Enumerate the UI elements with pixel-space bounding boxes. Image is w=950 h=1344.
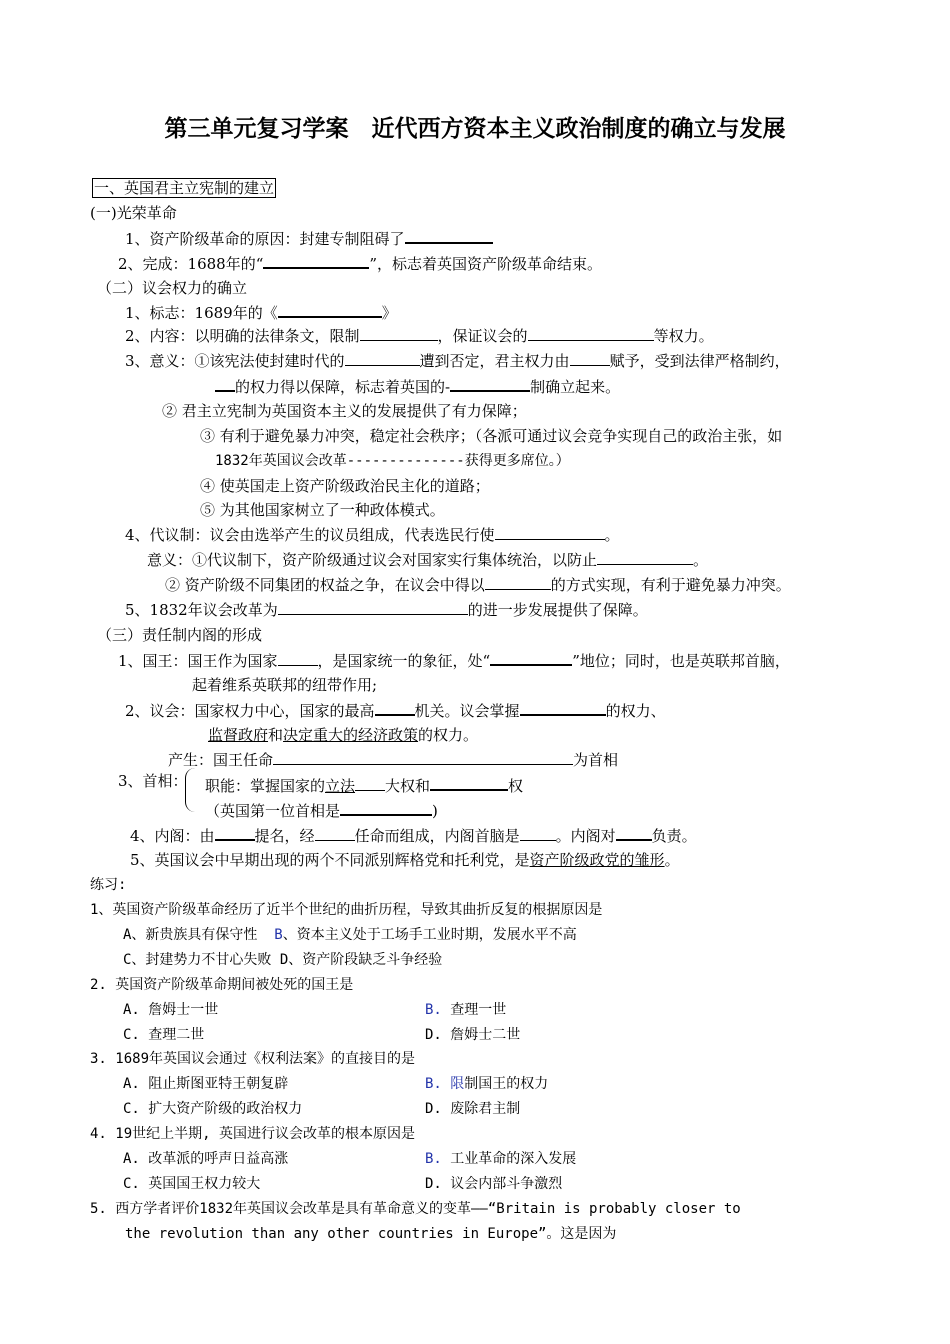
text-line — [125, 228, 493, 249]
question: 5. 西方学者评价1832年英国议会改革是具有革命意义的变革——“Britain is probably closer to — [90, 1201, 741, 1217]
text-line — [205, 800, 438, 821]
text-line — [118, 650, 790, 671]
blank[interactable] — [495, 525, 605, 540]
blank[interactable] — [278, 600, 468, 615]
text: 权 — [508, 777, 524, 795]
option: 、资本主义处于工场手工业时期，发展水平不高 — [282, 927, 577, 943]
option: A. 阻止斯图亚特王朝复辟 — [123, 1076, 289, 1092]
text: 2、完成：1688年的“ — [118, 255, 264, 273]
text: ”，标志着英国资产阶级革命结束。 — [369, 255, 603, 273]
text: - — [445, 378, 451, 396]
option-letter: B. — [425, 1151, 442, 1167]
text: 职能：掌握国家的 — [205, 777, 326, 795]
text: 1、国王：国王作为国家 — [118, 652, 278, 670]
text: 等权力。 — [653, 327, 714, 345]
text: 提名，经 — [254, 827, 315, 845]
option-letter: B. 限 — [425, 1076, 465, 1092]
text: 。内阁对 — [555, 827, 616, 845]
text-line — [125, 525, 620, 545]
option-line: C、封建势力不甘心失败 D、资产阶段缺乏斗争经验 — [123, 952, 443, 968]
question: 3. 1689年英国议会通过《权利法案》的直接目的是 — [90, 1051, 415, 1067]
text-line — [205, 775, 523, 796]
blank[interactable] — [355, 776, 385, 791]
text: 的进一步发展提供了保障。 — [467, 601, 648, 619]
text-line: ⑤ 为其他国家树立了一种政体模式。 — [200, 501, 445, 519]
option: A. 改革派的呼声日益高涨 — [123, 1151, 289, 1167]
option: C. 英国国王权力较大 — [123, 1176, 261, 1192]
text-line — [118, 253, 602, 274]
option-letter: B. — [425, 1002, 442, 1018]
blank[interactable] — [315, 826, 355, 841]
section-heading-box: 一、英国君主立宪制的建立 — [94, 179, 275, 197]
option: D. 废除君主制 — [425, 1101, 521, 1117]
text: 任命而组成，内阁首脑是 — [354, 827, 520, 845]
question: 2. 英国资产阶级革命期间被处死的国王是 — [90, 977, 354, 993]
text: 遭到否定，君主权力由 — [419, 352, 570, 370]
text: ② 资产阶级不同集团的权益之争，在议会中得以 — [165, 576, 485, 594]
text: 制确立起来。 — [530, 378, 621, 396]
question: 1、英国资产阶级革命经历了近半个世纪的曲折历程，导致其曲折反复的根据原因是 — [90, 902, 603, 918]
option: 查理一世 — [441, 1002, 507, 1018]
text: 意义：①代议制下，资产阶级通过议会对国家实行集体统治，以防止 — [147, 551, 598, 569]
text: 5、1832年议会改革为 — [125, 601, 278, 619]
option: C. 查理二世 — [123, 1027, 205, 1043]
blank[interactable] — [520, 826, 556, 841]
option: 制国王的权力 — [464, 1076, 549, 1092]
underlined-text: 资产阶级政党的雏形 — [529, 851, 665, 869]
option: D. 詹姆士二世 — [425, 1027, 521, 1043]
subsection-heading: （二）议会权力的确立 — [97, 279, 248, 297]
text: 的权力。 — [418, 726, 479, 744]
blank[interactable] — [450, 376, 530, 392]
blank[interactable] — [215, 825, 255, 841]
text: 赋予，受到法律严格制约， — [609, 352, 790, 370]
blank[interactable] — [430, 775, 508, 791]
option-line — [425, 1149, 576, 1169]
blank[interactable] — [215, 376, 235, 392]
blank[interactable] — [360, 326, 438, 341]
blank[interactable] — [375, 700, 415, 716]
option-line — [425, 1074, 548, 1094]
blank[interactable] — [597, 550, 693, 565]
text: ) — [432, 802, 438, 820]
text: 1、资产阶级革命的原因：封建专制阻碍了 — [125, 230, 405, 248]
option: 工业革命的深入发展 — [441, 1151, 577, 1167]
text: 。 — [693, 551, 709, 569]
option: A. 詹姆士一世 — [123, 1002, 219, 1018]
text: 为首相 — [573, 751, 619, 769]
question-continued: the revolution than any other countries in Europe”。这是因为 — [125, 1226, 617, 1242]
text: 》 — [381, 304, 397, 322]
text-line — [165, 575, 791, 595]
text: 4、内阁：由 — [130, 827, 215, 845]
question: 4. 19世纪上半期, 英国进行议会改革的根本原因是 — [90, 1126, 415, 1142]
option-line — [425, 1000, 506, 1020]
blank[interactable] — [490, 650, 572, 666]
text: （英国第一位首相是 — [205, 802, 341, 820]
blank[interactable] — [570, 351, 610, 366]
blank[interactable] — [340, 800, 432, 816]
page-title: 第三单元复习学案 近代西方资本主义政治制度的确立与发展 — [164, 116, 786, 142]
text: 的权力、 — [605, 702, 666, 720]
text-line — [215, 376, 620, 397]
text-line: ② 君主立宪制为英国资本主义的发展提供了有力保障； — [162, 402, 527, 420]
text: 2、内容：以明确的法律条文，限制 — [125, 327, 360, 345]
text: 和 — [268, 726, 284, 744]
text-line — [125, 351, 790, 371]
underlined-text: 立法 — [325, 777, 356, 795]
text: 负责。 — [651, 827, 697, 845]
text: 。 — [664, 851, 680, 869]
text: 的方式实现，有利于避免暴力冲突。 — [550, 576, 791, 594]
text-line — [208, 725, 478, 745]
blank[interactable] — [263, 253, 369, 269]
blank[interactable] — [528, 326, 654, 341]
text-line — [130, 825, 697, 846]
blank[interactable] — [405, 228, 493, 244]
option: D. 议会内部斗争激烈 — [425, 1176, 563, 1192]
text: 4、代议制：议会由选举产生的议员组成，代表选民行使 — [125, 526, 495, 544]
text-line — [147, 550, 708, 570]
option-line — [123, 925, 577, 945]
blank[interactable] — [520, 700, 606, 716]
text-line — [130, 850, 680, 870]
text: 1、标志：1689年的《 — [125, 304, 278, 322]
brace-icon — [185, 768, 196, 812]
section-heading — [92, 178, 276, 198]
text: 5、英国议会中早期出现的两个不同派别辉格党和托利党，是 — [130, 851, 530, 869]
text-line — [168, 750, 618, 770]
text-line: 3、首相： — [118, 772, 188, 790]
text: 机关。议会掌握 — [414, 702, 520, 720]
text: ”地位；同时，也是英联邦首脑， — [572, 652, 790, 670]
blank[interactable] — [278, 302, 382, 318]
text: ，保证议会的 — [437, 327, 528, 345]
blank[interactable] — [273, 750, 573, 765]
underlined-text: 监督政府 — [208, 726, 269, 744]
text: 大权和 — [385, 777, 431, 795]
text: 的权力得以保障，标志着英国的 — [235, 378, 446, 396]
text-line — [125, 326, 714, 346]
text: 2、议会：国家权力中心，国家的最高 — [125, 702, 375, 720]
blank[interactable] — [485, 575, 551, 590]
blank[interactable] — [345, 351, 420, 366]
subsection-heading: （三）责任制内阁的形成 — [97, 626, 263, 644]
exercise-heading: 练习: — [90, 877, 127, 893]
text: 。 — [604, 526, 620, 544]
text-line: 起着维系英联邦的纽带作用; — [192, 676, 378, 694]
text-line — [125, 700, 666, 721]
blank[interactable] — [616, 825, 652, 841]
text-line — [125, 600, 648, 620]
option: A、新贵族具有保守性 — [123, 927, 258, 943]
text-line: 1832年英国议会改革--------------获得更多席位。） — [215, 453, 570, 469]
option: C. 扩大资产阶级的政治权力 — [123, 1101, 303, 1117]
blank[interactable] — [278, 651, 318, 666]
text: ，是国家统一的象征，处“ — [317, 652, 491, 670]
underlined-text: 决定重大的经济政策 — [283, 726, 419, 744]
text-line — [125, 302, 397, 323]
text-line: ④ 使英国走上资产阶级政治民主化的道路； — [200, 477, 490, 495]
text: 3、意义：①该宪法使封建时代的 — [125, 352, 345, 370]
option-letter: B — [274, 927, 283, 943]
subsection-heading: (一)光荣革命 — [90, 204, 177, 222]
text: 产生：国王任命 — [168, 751, 274, 769]
text-line: ③ 有利于避免暴力冲突，稳定社会秩序；（各派可通过议会竞争实现自己的政治主张，如 — [200, 427, 783, 445]
